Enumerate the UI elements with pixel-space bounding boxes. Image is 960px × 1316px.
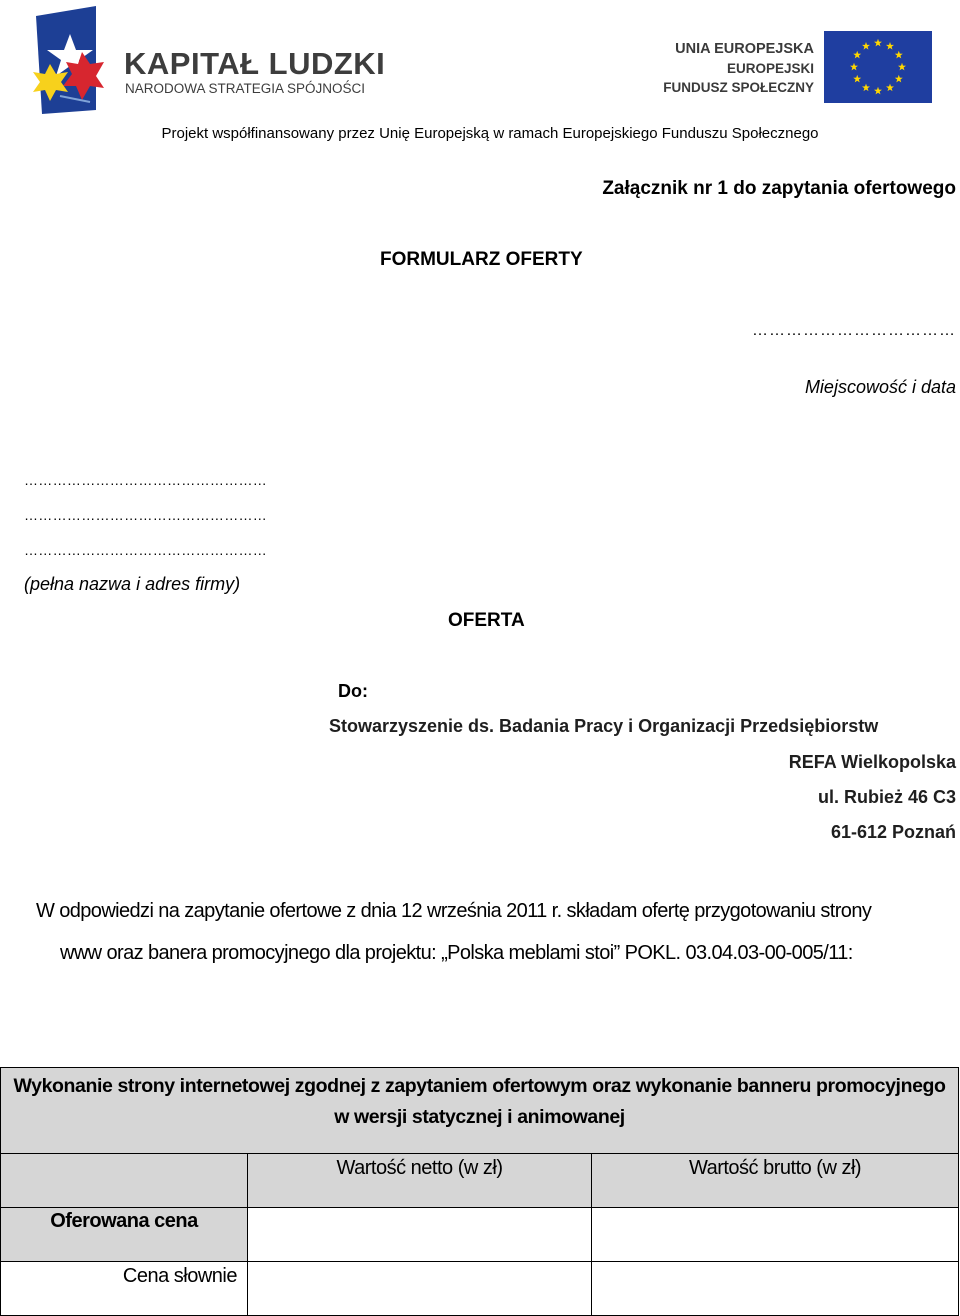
firm-dots-line-3: …………………………………………… — [24, 542, 268, 558]
eu-logo-line3: FUNDUSZ SPOŁECZNY — [663, 80, 814, 95]
recipient-line-3: ul. Rubież 46 C3 — [817, 787, 956, 807]
firm-dots-line-1: …………………………………………… — [24, 472, 268, 488]
eu-logo-line1: UNIA EUROPEJSKA — [675, 41, 814, 57]
firm-label: (pełna nazwa i adres firmy) — [24, 574, 241, 594]
form-title: FORMULARZ OFERTY — [380, 249, 583, 270]
place-date-label: Miejscowość i data — [804, 377, 956, 397]
recipient-line-4: 61-612 Poznań — [830, 822, 956, 842]
offer-title: OFERTA — [448, 610, 525, 631]
net-price-words-cell[interactable] — [248, 1262, 592, 1316]
recipient-line-2: REFA Wielkopolska — [788, 752, 956, 772]
firm-dots-line-2: …………………………………………… — [24, 507, 268, 523]
kapital-ludzki-logo — [30, 6, 386, 116]
eu-logo-line2: EUROPEJSKI — [726, 61, 814, 76]
offer-table — [0, 1067, 959, 1316]
kapital-ludzki-subtitle: NARODOWA STRATEGIA SPÓJNOŚCI — [125, 81, 366, 96]
eu-logo — [660, 24, 940, 114]
row-price-in-words-label: Cena słownie — [1, 1262, 248, 1316]
table-header-line-1: Wykonanie strony internetowej zgodnej z zapytaniem ofertowym oraz wykonanie banneru promocyjnego — [13, 1075, 946, 1097]
intro-line-2: www oraz banera promocyjnego dla projektu: „Polska meblami stoi” POKL. 03.04.03-00-005/11: — [60, 942, 853, 964]
project-cofinancing-line: Projekt współfinansowany przez Unię Europejską w ramach Europejskiego Funduszu Społecznego — [161, 125, 819, 142]
eu-logo-text — [663, 40, 814, 97]
table-header — [1, 1068, 959, 1154]
attachment-title: Załącznik nr 1 do zapytania ofertowego — [602, 178, 956, 199]
place-date-dots: ……………………………… — [752, 322, 956, 339]
gross-price-cell[interactable] — [592, 1208, 959, 1262]
recipient-line-1: Stowarzyszenie ds. Badania Pracy i Organizacji Przedsiębiorstw — [329, 716, 879, 736]
column-net-value: Wartość netto (w zł) — [248, 1154, 592, 1208]
gross-price-words-cell[interactable] — [592, 1262, 959, 1316]
intro-line-1: W odpowiedzi na zapytanie ofertowe z dnia 12 września 2011 r. składam ofertę przygotowaniu strony — [36, 900, 872, 922]
row-offered-price-text: Oferowana cena — [50, 1210, 198, 1232]
kapital-ludzki-title: KAPITAŁ LUDZKI — [124, 46, 386, 81]
column-gross-value: Wartość brutto (w zł) — [592, 1154, 959, 1208]
kapital-ludzki-star-icon — [30, 6, 120, 116]
eu-flag-icon — [824, 31, 932, 103]
row-offered-price-label — [1, 1208, 248, 1262]
recipient-to-label: Do: — [338, 681, 368, 701]
net-price-cell[interactable] — [248, 1208, 592, 1262]
table-corner-cell — [1, 1154, 248, 1208]
table-header-line-2: w wersji statycznej i animowanej — [334, 1106, 625, 1128]
